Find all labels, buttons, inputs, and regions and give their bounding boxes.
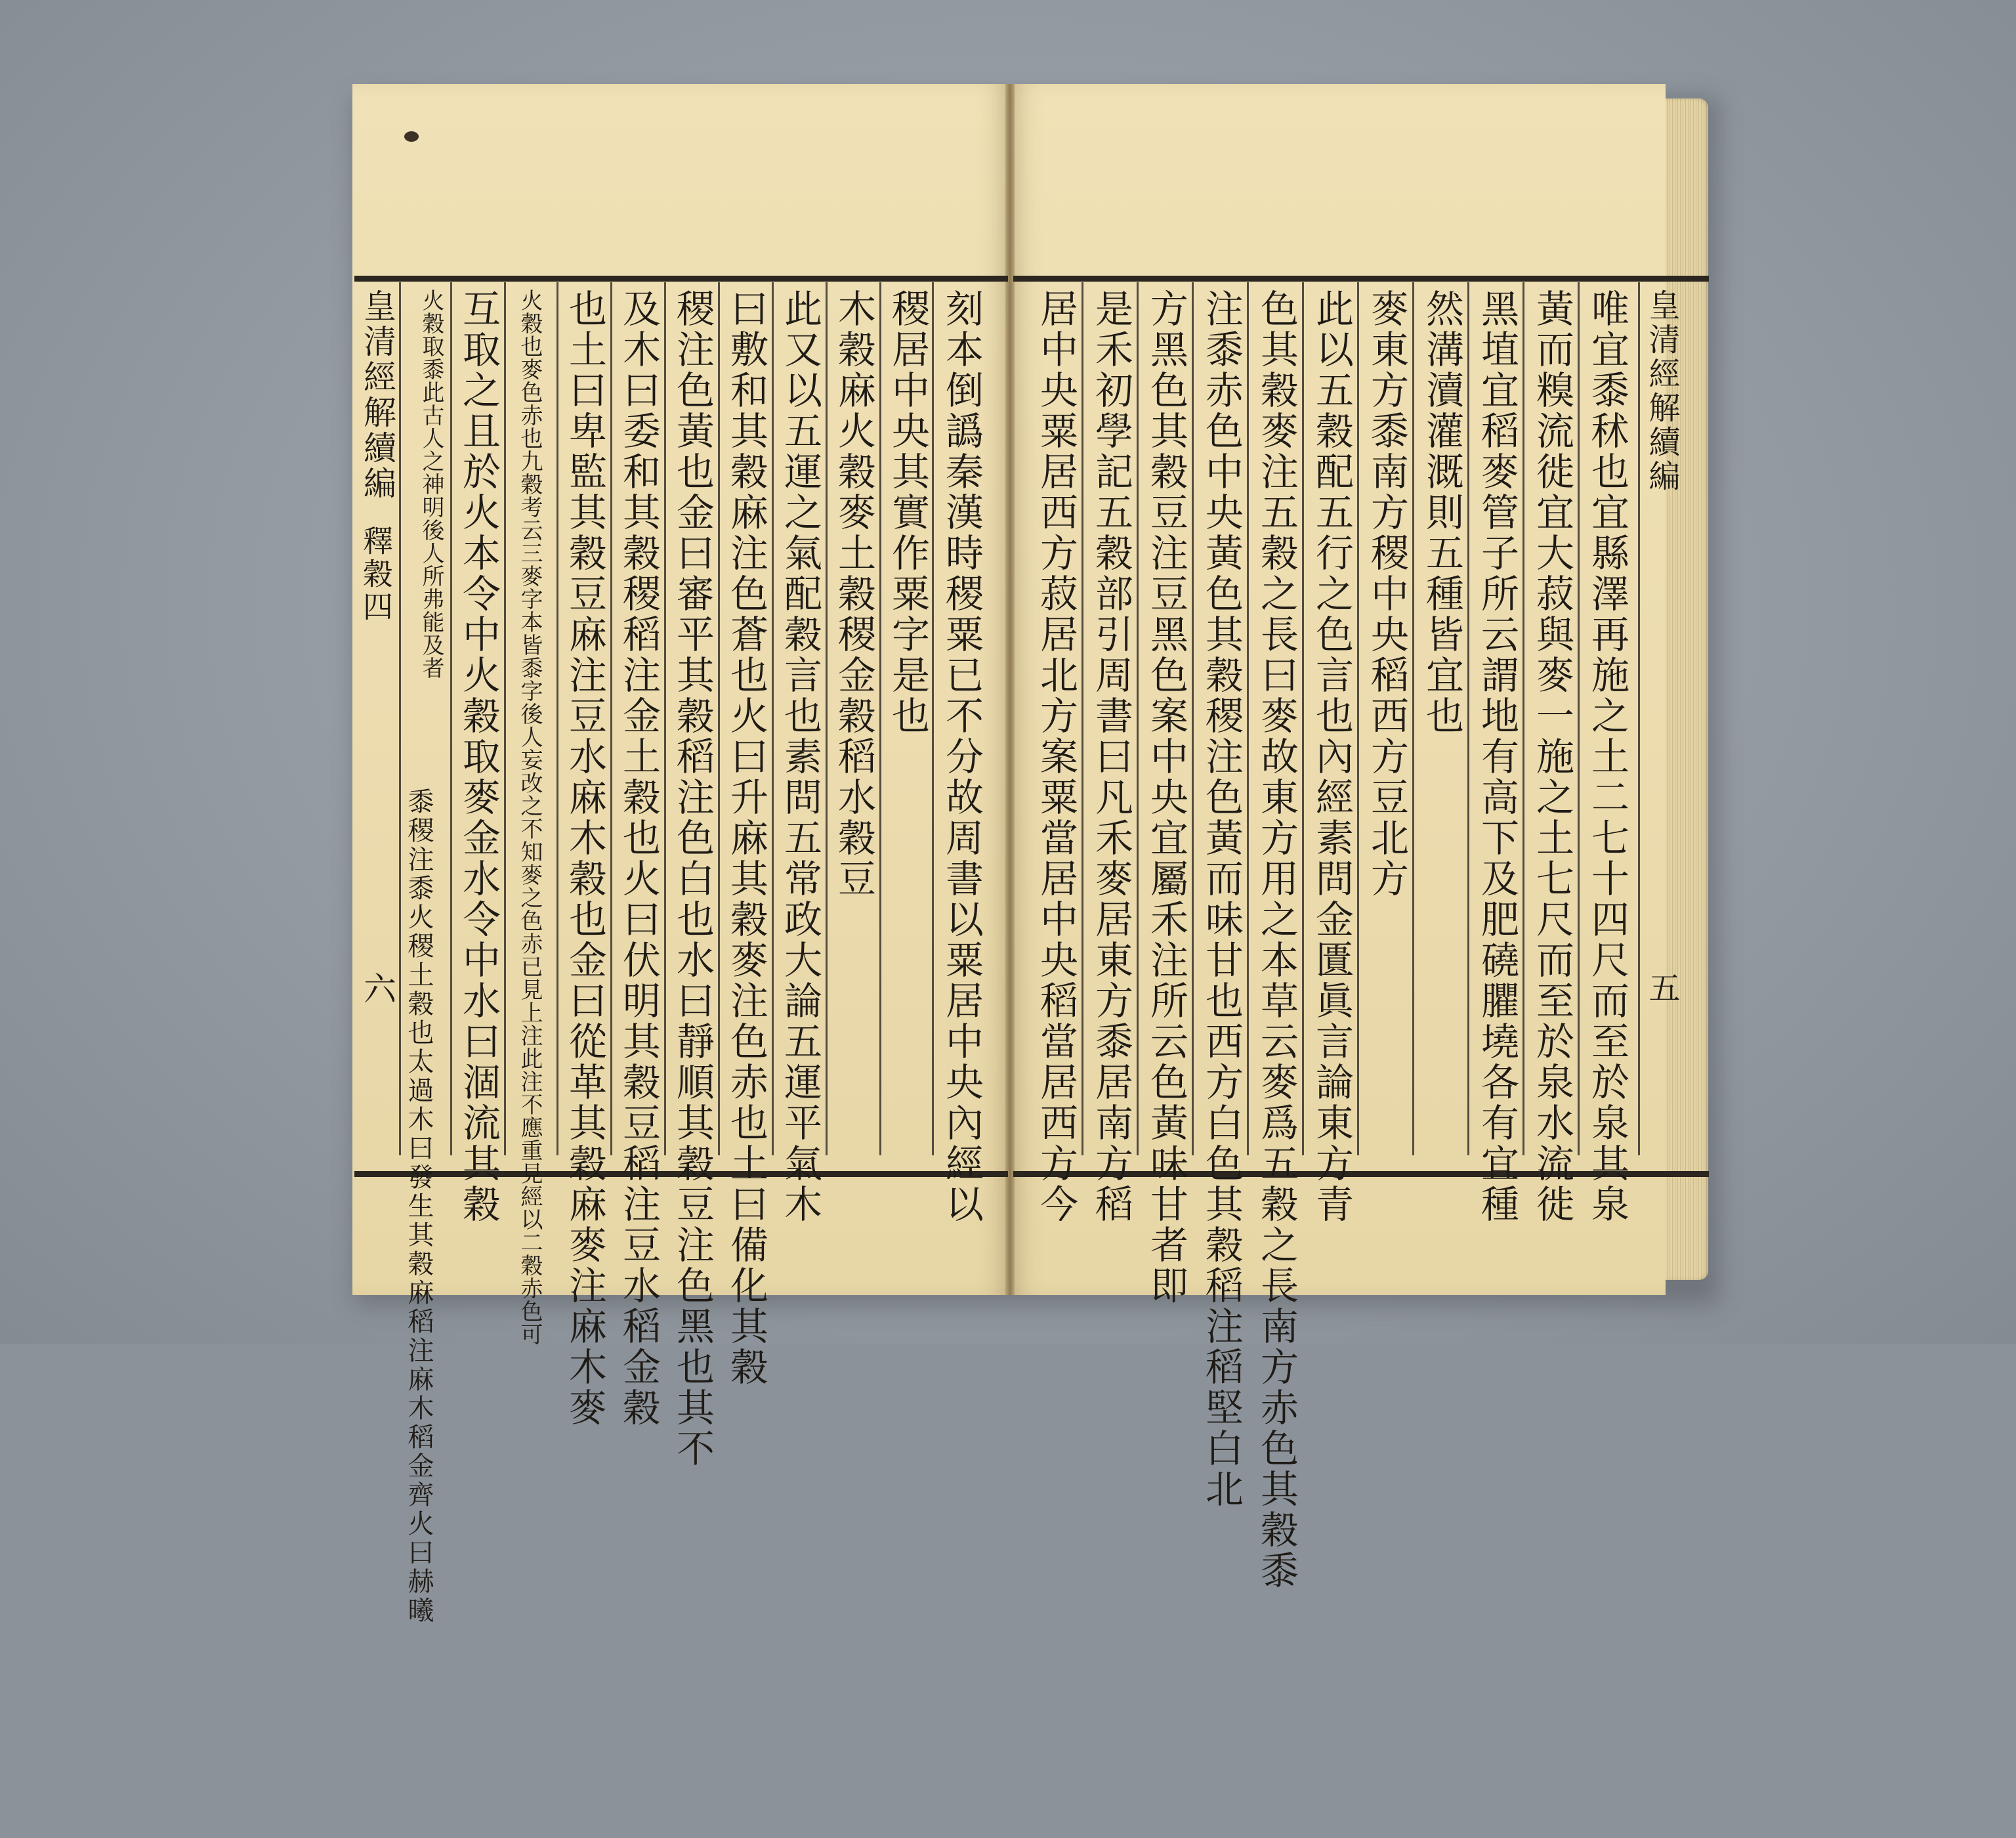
text-column: 互取之且於火本令中火穀取麥金水令中水曰涸流其穀 — [456, 289, 501, 1225]
column-rule — [718, 282, 720, 1155]
column-rule — [932, 282, 934, 1155]
text-column: 刻本倒譌秦漢時稷粟已不分故周書以粟居中央內經以 — [939, 289, 984, 1225]
text-column: 曰敷和其穀麻注色蒼也火曰升麻其穀麥注色赤也土曰備化其穀 — [724, 289, 768, 1388]
column-rule — [556, 282, 558, 1155]
column-rule — [1192, 282, 1194, 1155]
right-margin-title: 皇清經解續編 — [1643, 289, 1680, 494]
column-rule — [1247, 282, 1249, 1155]
text-column: 黍稷注黍火稷土穀也太過木曰發生其穀麻稻注麻木稻金齊火曰赫曦 — [404, 788, 434, 1625]
column-rule — [1638, 282, 1640, 1155]
column-rule — [504, 282, 506, 1155]
column-rule — [1302, 282, 1304, 1155]
text-column: 然溝瀆灌溉則五種皆宜也 — [1419, 289, 1464, 737]
left-section-label: 釋穀四 — [358, 525, 394, 624]
text-column-annotation: 火穀也麥色赤也九穀考云三麥字本皆黍字後人妄改之不知麥之色赤已見上注此注不應重見經以二穀赤色可 — [516, 289, 543, 1346]
left-page-number: 六 — [358, 972, 396, 1007]
column-rule — [1578, 282, 1580, 1155]
column-rule — [399, 282, 401, 1155]
text-column: 此以五穀配五行之色言也內經素問金匱眞言論東方青 — [1309, 289, 1354, 1225]
text-column: 黃而糗流徙宜大菽與麥一施之土七尺而至於泉水流徙 — [1530, 289, 1574, 1225]
text-column: 注黍赤色中央黃色其穀稷注色黃而味甘也西方白色其穀稻注稻堅白北 — [1199, 289, 1244, 1510]
column-rule — [1137, 282, 1139, 1155]
text-column: 稷居中央其實作粟字是也 — [885, 289, 930, 737]
column-rule — [1357, 282, 1359, 1155]
column-rule — [772, 282, 774, 1155]
text-column-annotation: 火穀取黍此古人之神明後人所弗能及者 — [418, 289, 444, 679]
column-rule — [664, 282, 666, 1155]
text-column: 居中央粟居西方菽居北方案粟當居中央稻當居西方今 — [1034, 289, 1078, 1225]
right-page-number: 五 — [1643, 972, 1680, 1006]
text-column: 麥東方黍南方稷中央稻西方豆北方 — [1364, 289, 1409, 899]
ink-spot — [404, 131, 419, 142]
text-column: 色其穀麥注五穀之長曰麥故東方用之本草云麥爲五穀之長南方赤色其穀黍 — [1254, 289, 1299, 1591]
column-rule — [826, 282, 828, 1155]
text-column: 黑埴宜稻麥管子所云謂地有高下及肥磽臞墝各有宜種 — [1475, 289, 1519, 1225]
text-column: 及木曰委和其穀稷稻注金土穀也火曰伏明其穀豆稻注豆水稻金穀 — [616, 289, 661, 1428]
column-rule — [610, 282, 612, 1155]
column-rule — [879, 282, 881, 1155]
text-column: 稷注色黃也金曰審平其穀稻注色白也水曰靜順其穀豆注色黑也其不 — [670, 289, 715, 1469]
column-rule — [450, 282, 452, 1155]
text-column: 唯宜黍秫也宜縣澤再施之土二七十四尺而至於泉其泉 — [1585, 289, 1629, 1225]
column-rule — [1522, 282, 1524, 1155]
column-rule — [1467, 282, 1469, 1155]
text-column: 木穀麻火穀麥土穀稷金穀稻水穀豆 — [831, 289, 876, 899]
text-column: 是禾初學記五穀部引周書曰凡禾麥居東方黍居南方稻 — [1089, 289, 1133, 1225]
text-column: 也土曰卑監其穀豆麻注豆水麻木穀也金曰從革其穀麻麥注麻木麥 — [562, 289, 607, 1428]
column-rule — [1412, 282, 1414, 1155]
left-margin-title: 皇清經解續編 — [358, 289, 396, 502]
text-column: 此又以五運之氣配穀言也素問五常政大論五運平氣木 — [778, 289, 822, 1225]
column-rule — [1082, 282, 1083, 1155]
text-column: 方黑色其穀豆注豆黑色案中央宜屬禾注所云色黃味甘者即 — [1144, 289, 1188, 1306]
